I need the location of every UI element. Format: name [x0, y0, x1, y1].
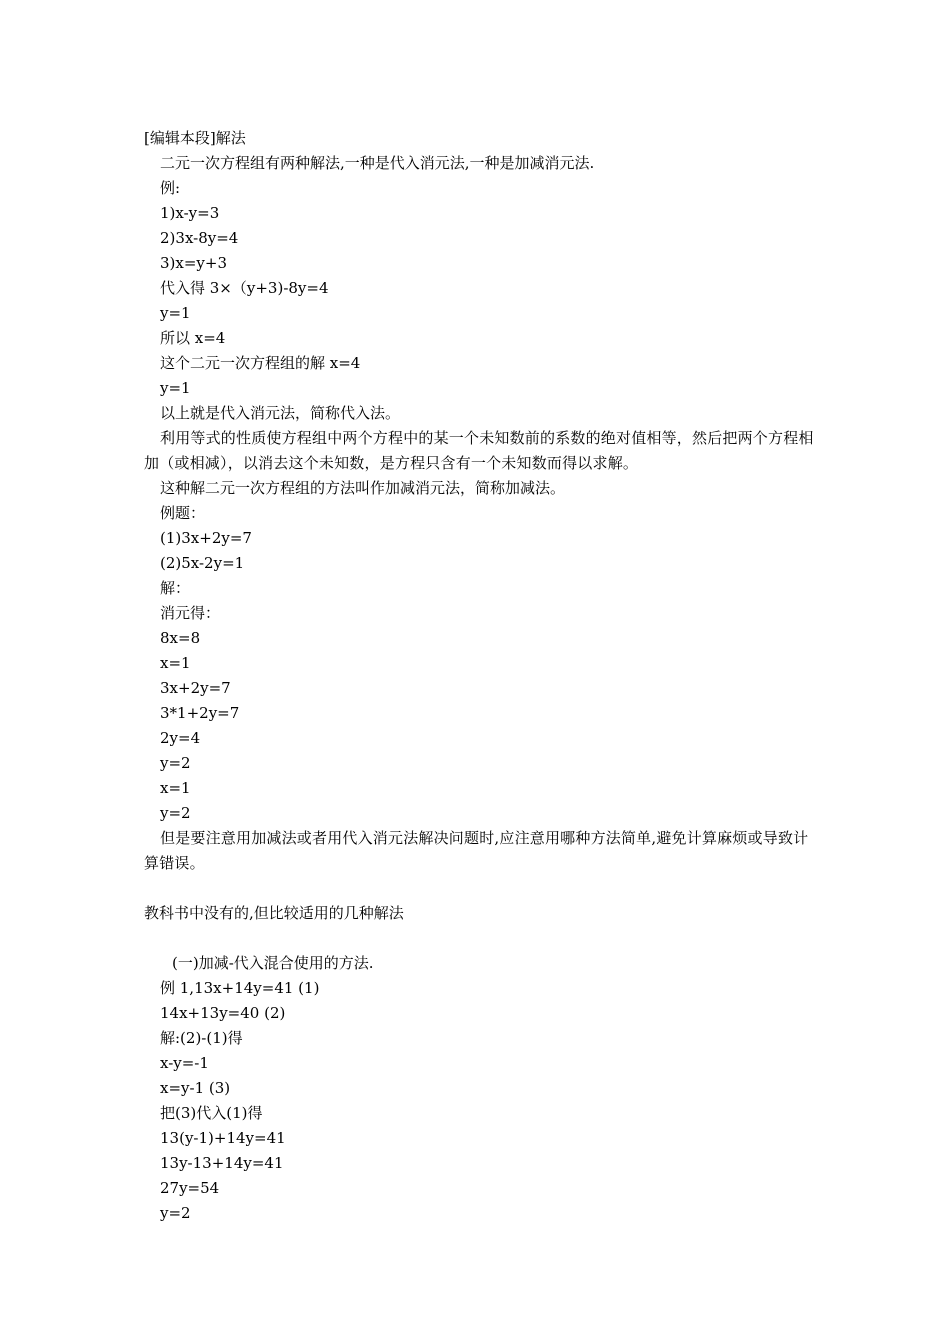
example2-line: x=1	[160, 654, 191, 672]
example2-line: y=2	[160, 804, 191, 822]
extra-line: x=y-1 (3)	[160, 1079, 231, 1097]
note-paragraph: 但是要注意用加减法或者用代入消元法解决问题时,应注意用哪种方法简单,避免计算麻烦或导致计算错误。	[144, 829, 809, 872]
example1-line: y=1	[160, 379, 191, 397]
example1-line: 3)x=y+3	[160, 254, 228, 272]
example2-label: 例题：	[160, 504, 206, 522]
method2-paragraph: 利用等式的性质使方程组中两个方程中的某一个未知数前的系数的绝对值相等，然后把两个方程相加（或相减），以消去这个未知数，是方程只含有一个未知数而得以求解。	[144, 429, 814, 472]
extra-line: 例 1,13x+14y=41 (1)	[160, 979, 320, 997]
extra-line: x-y=-1	[160, 1054, 209, 1072]
spacer	[144, 876, 814, 901]
example2-line: 消元得：	[160, 604, 221, 622]
example2-line: y=2	[160, 754, 191, 772]
example2-line: (1)3x+2y=7	[160, 529, 252, 547]
example1-line: 所以 x=4	[160, 329, 226, 347]
example2-line: 2y=4	[160, 729, 201, 747]
intro-text: 二元一次方程组有两种解法,一种是代入消元法,一种是加减消元法.	[160, 154, 595, 172]
example2-line: x=1	[160, 779, 191, 797]
extra-line: y=2	[160, 1204, 191, 1222]
extra-line: 解:(2)-(1)得	[160, 1029, 243, 1047]
extra-line: 13y-13+14y=41	[160, 1154, 284, 1172]
extra-line: 14x+13y=40 (2)	[160, 1004, 286, 1022]
example1-line: 这个二元一次方程组的解 x=4	[160, 354, 361, 372]
spacer	[144, 926, 814, 951]
method2-name: 这种解二元一次方程组的方法叫作加减消元法，简称加减法。	[160, 479, 566, 497]
example2-line: 3*1+2y=7	[160, 704, 240, 722]
extra-line: 13(y-1)+14y=41	[160, 1129, 286, 1147]
extra-line: 27y=54	[160, 1179, 220, 1197]
example1-line: 以上就是代入消元法，简称代入法。	[160, 404, 401, 422]
example1-line: 1)x-y=3	[160, 204, 220, 222]
example2-line: 8x=8	[160, 629, 201, 647]
section-heading: [编辑本段]解法	[144, 129, 246, 147]
example1-line: 代入得 3×（y+3)-8y=4	[160, 279, 329, 297]
example2-line: 解：	[160, 579, 191, 597]
extra-line: 把(3)代入(1)得	[160, 1104, 263, 1122]
example1-label: 例:	[160, 179, 181, 197]
example2-line: 3x+2y=7	[160, 679, 231, 697]
example2-line: (2)5x-2y=1	[160, 554, 245, 572]
example1-line: y=1	[160, 304, 191, 322]
extra-heading: 教科书中没有的,但比较适用的几种解法	[144, 904, 404, 922]
extra-subheading: (一)加减-代入混合使用的方法.	[172, 954, 374, 972]
document-body	[144, 126, 814, 1226]
example1-line: 2)3x-8y=4	[160, 229, 239, 247]
